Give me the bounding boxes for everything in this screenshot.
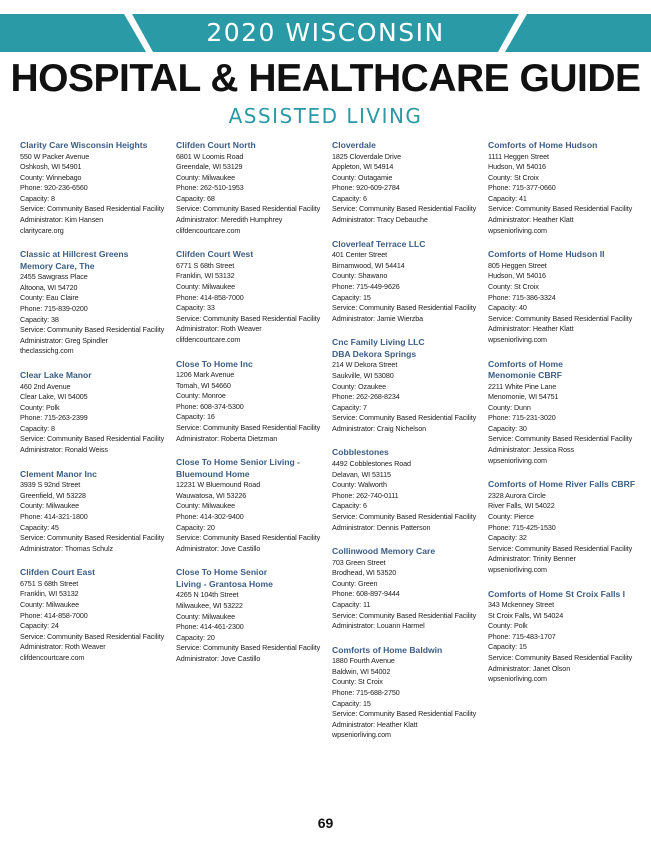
facility-name: Close To Home Inc: [176, 358, 253, 369]
facility-detail: 6771 S 68th Street: [176, 260, 235, 270]
facility-detail: 805 Heggen Street: [488, 260, 547, 270]
facility-detail: County: Shawano: [332, 271, 388, 281]
facility-detail: Phone: 608-374-5300: [176, 401, 244, 411]
facility-detail: Brodhead, WI 53520: [332, 568, 397, 578]
facility-detail: Service: Community Based Residential Facility: [20, 204, 165, 214]
facility-detail: 4492 Cobblestones Road: [332, 458, 411, 468]
facility-detail: Phone: 262-740-0111: [332, 490, 399, 500]
facility-detail: County: Eau Claire: [20, 293, 79, 303]
facility-entry: [332, 337, 484, 434]
facility-detail: Administrator: Greg Spindler: [20, 335, 108, 345]
facility-detail: Capacity: 15: [488, 642, 527, 652]
facility-detail: Capacity: 6: [332, 193, 367, 203]
facility-entry: [332, 239, 484, 325]
facility-detail: 1206 Mark Avenue: [176, 370, 235, 379]
facility-detail: Phone: 608-897-9444: [332, 589, 400, 599]
facility-detail: Administrator: Heather Klatt: [488, 324, 574, 334]
facility-entry: [488, 249, 640, 345]
facility-detail: 1111 Heggen Street: [488, 151, 549, 161]
facility-detail: Capacity: 30: [488, 423, 527, 433]
facility-detail: Tomah, WI 54660: [176, 380, 231, 390]
facility-detail: Administrator: Trinity Benner: [488, 554, 576, 564]
facility-name: Clifden Court North: [176, 140, 256, 150]
facility-detail: Administrator: Janet Olson: [488, 663, 571, 673]
facility-entry: [176, 567, 328, 664]
facility-detail: Capacity: 7: [332, 402, 367, 412]
facility-name: Clement Manor Inc: [20, 468, 97, 479]
facility-detail: wpseniorliving.com: [488, 674, 547, 684]
facility-detail: County: Monroe: [176, 391, 226, 401]
facility-detail: 343 Mckenney Street: [488, 600, 555, 609]
facility-entry: [332, 645, 484, 741]
facility-detail: Greenfield, WI 53228: [20, 490, 86, 500]
facility-detail: Capacity: 40: [488, 303, 527, 313]
facility-detail: County: St Croix: [332, 677, 383, 687]
facility-detail: Capacity: 24: [20, 621, 59, 631]
facility-entry: [176, 140, 328, 236]
facility-detail: Oshkosh, WI 54901: [20, 162, 82, 172]
facility-detail: County: Green: [332, 578, 378, 588]
header-banner: [0, 14, 651, 52]
facility-name: Close To Home Senior: [176, 567, 268, 578]
facility-name: Comforts of Home River Falls CBRF: [488, 479, 636, 490]
facility-detail: Administrator: Jessica Ross: [488, 445, 574, 455]
facility-detail: County: Milwaukee: [20, 600, 80, 609]
facility-detail: Phone: 414-858-7000: [176, 292, 244, 302]
facility-detail: Hudson, WI 54016: [488, 162, 546, 172]
facility-detail: Service: Community Based Residential Facility: [20, 325, 165, 335]
facility-detail: Administrator: Roberta Dietzman: [176, 433, 278, 443]
facility-detail: Administrator: Roth Weaver: [176, 324, 262, 334]
facility-entry: [20, 370, 172, 456]
facility-detail: Phone: 414-302-9400: [176, 511, 244, 521]
facility-detail: Phone: 262-510-1953: [176, 183, 244, 193]
facility-entry: [332, 140, 484, 226]
facility-detail: County: Walworth: [332, 480, 387, 490]
facility-name: Clifden Court East: [20, 567, 95, 578]
facility-detail: County: Milwaukee: [20, 501, 80, 511]
facility-name: Comforts of Home Hudson II: [488, 249, 605, 260]
facility-detail: Birnamwood, WI 54414: [332, 260, 405, 270]
facility-detail: Service: Community Based Residential Facility: [176, 422, 321, 432]
section-subtitle: ASSISTED LIVING: [228, 104, 423, 128]
facility-detail: Phone: 715-425-1530: [488, 522, 556, 532]
facility-detail: clifdencourtcare.com: [176, 225, 241, 235]
facility-detail: Milwaukee, WI 53222: [176, 600, 243, 610]
facility-detail: Greendale, WI 53129: [176, 162, 243, 172]
facility-detail: Capacity: 15: [332, 292, 371, 302]
facility-detail: wpseniorliving.com: [488, 564, 547, 574]
facility-detail: Capacity: 8: [20, 193, 55, 203]
facility-detail: Altoona, WI 54720: [20, 282, 78, 292]
facility-detail: Capacity: 20: [176, 522, 215, 532]
facility-entry: [488, 589, 640, 685]
facility-detail: wpseniorliving.com: [332, 730, 391, 740]
facility-detail: 6801 W Loomis Road: [176, 151, 244, 161]
facility-detail: Administrator: Ronald Weiss: [20, 445, 108, 455]
facility-detail: Capacity: 38: [20, 314, 59, 324]
facility-detail: Hudson, WI 54016: [488, 271, 546, 281]
facility-entry: [332, 447, 484, 533]
facility-detail: Baldwin, WI 54002: [332, 666, 391, 676]
facility-detail: Service: Community Based Residential Facility: [20, 631, 165, 641]
facility-detail: Capacity: 68: [176, 193, 215, 203]
facility-entry: [488, 140, 640, 236]
facility-detail: theclassichg.com: [20, 346, 74, 356]
facility-name: Comforts of Home: [488, 358, 563, 369]
facility-detail: County: St Croix: [488, 172, 539, 182]
facility-detail: County: Polk: [20, 402, 60, 412]
facility-detail: clifdencourtcare.com: [176, 334, 241, 344]
facility-name: DBA Dekora Springs: [332, 348, 417, 359]
facility-entry: [176, 457, 328, 554]
facility-name: Clifden Court West: [176, 249, 254, 260]
facility-detail: Phone: 715-231-3020: [488, 413, 556, 423]
facility-detail: Administrator: Craig Nichelson: [332, 423, 427, 433]
facility-name: Comforts of Home St Croix Falls I: [488, 588, 626, 599]
facility-detail: Service: Community Based Residential Facility: [20, 533, 165, 543]
facility-name: Clear Lake Manor: [20, 370, 92, 380]
facility-detail: Capacity: 6: [332, 501, 367, 511]
facility-detail: 3939 S 92nd Street: [20, 480, 81, 490]
facility-detail: Capacity: 11: [332, 600, 371, 609]
facility-detail: Service: Community Based Residential Facility: [488, 204, 633, 214]
facility-name: Memory Care, The: [20, 260, 95, 271]
facility-detail: wpseniorliving.com: [488, 225, 547, 235]
facility-detail: Capacity: 41: [488, 193, 527, 203]
facility-name: Collinwood Memory Care: [332, 546, 436, 557]
facility-entry: [176, 359, 328, 445]
facility-detail: County: Polk: [488, 621, 528, 631]
facility-detail: Phone: 262-268-8234: [332, 392, 400, 402]
facility-name: Classic at Hillcrest Greens: [20, 249, 129, 260]
banner-title: 2020 WISCONSIN: [206, 18, 445, 47]
facility-name: Close To Home Senior Living -: [176, 457, 300, 468]
facility-detail: County: Milwaukee: [176, 611, 236, 621]
facility-detail: Service: Community Based Residential Facility: [176, 313, 321, 323]
facility-detail: clifdencourtcare.com: [20, 652, 85, 662]
facility-detail: Capacity: 15: [332, 698, 371, 708]
facility-detail: Administrator: Jamie Wierzba: [332, 313, 424, 323]
facility-detail: Phone: 414-321-1800: [20, 511, 88, 521]
facility-detail: Capacity: 32: [488, 533, 527, 543]
facility-detail: 6751 S 68th Street: [20, 578, 79, 588]
facility-detail: Franklin, WI 53132: [176, 271, 235, 281]
facility-detail: County: Milwaukee: [176, 281, 236, 291]
facility-detail: wpseniorliving.com: [488, 455, 547, 465]
facility-detail: claritycare.org: [20, 225, 64, 235]
facility-detail: St Croix Falls, WI 54024: [488, 610, 564, 620]
facility-detail: Phone: 715-839-0200: [20, 304, 88, 314]
facility-detail: Administrator: Jove Castillo: [176, 653, 261, 663]
facility-detail: 401 Center Street: [332, 250, 388, 260]
facility-detail: 12231 W Bluemound Road: [176, 480, 261, 490]
facility-detail: Capacity: 16: [176, 412, 215, 422]
facility-detail: County: Dunn: [488, 402, 531, 412]
facility-detail: River Falls, WI 54022: [488, 501, 555, 511]
facility-detail: 4265 N 104th Street: [176, 590, 239, 600]
facility-detail: Administrator: Thomas Schulz: [20, 543, 113, 553]
facility-detail: County: Winnebago: [20, 172, 82, 182]
facility-entry: [20, 140, 172, 236]
facility-detail: Clear Lake, WI 54005: [20, 392, 88, 402]
facility-detail: wpseniorliving.com: [488, 334, 547, 344]
facility-entry: [332, 546, 484, 632]
facility-detail: Capacity: 45: [20, 522, 59, 532]
facility-detail: 2328 Aurora Circle: [488, 490, 546, 500]
facility-detail: Service: Community Based Residential Facility: [332, 303, 477, 313]
facility-name: Bluemound Home: [176, 468, 250, 479]
facility-detail: Service: Community Based Residential Facility: [488, 434, 633, 444]
page-number: 69: [317, 815, 334, 831]
facility-detail: Capacity: 20: [176, 632, 215, 642]
facility-detail: Delavan, WI 53115: [332, 469, 391, 479]
facility-detail: Capacity: 8: [20, 423, 55, 433]
facility-detail: Administrator: Meredith Humphrey: [176, 215, 283, 225]
facility-name: Menomonie CBRF: [488, 370, 562, 380]
facility-detail: Phone: 414-461-2300: [176, 622, 244, 632]
facility-detail: Phone: 715-483-1707: [488, 631, 556, 641]
facility-detail: Administrator: Louann Harmel: [332, 621, 425, 631]
facility-entry: [20, 249, 172, 357]
facility-name: Clarity Care Wisconsin Heights: [20, 140, 148, 150]
facility-detail: Service: Community Based Residential Facility: [488, 652, 633, 662]
facility-detail: 550 W Packer Avenue: [20, 151, 90, 161]
facility-detail: Phone: 920-236-6560: [20, 183, 88, 193]
facility-detail: Administrator: Heather Klatt: [332, 719, 418, 729]
facility-detail: County: Outagamie: [332, 172, 393, 182]
facility-entry: [20, 567, 172, 663]
facility-detail: Service: Community Based Residential Facility: [332, 709, 477, 719]
facility-name: Cnc Family Living LLC: [332, 337, 425, 348]
facility-detail: Administrator: Dennis Patterson: [332, 522, 431, 532]
facility-entry: [176, 249, 328, 345]
facility-detail: Phone: 715-377-0660: [488, 183, 556, 193]
facility-detail: 460 2nd Avenue: [20, 381, 71, 391]
facility-detail: Wauwatosa, WI 53226: [176, 490, 247, 500]
facility-detail: Phone: 920-609-2784: [332, 183, 400, 193]
facility-name: Cloverdale: [332, 140, 376, 150]
facility-detail: Administrator: Jove Castillo: [176, 543, 261, 553]
facility-detail: County: Ozaukee: [332, 381, 387, 391]
facility-detail: Service: Community Based Residential Facility: [176, 204, 321, 214]
facility-name: Comforts of Home Hudson: [488, 140, 598, 150]
facility-detail: Service: Community Based Residential Facility: [332, 204, 477, 214]
facility-detail: Service: Community Based Residential Facility: [332, 610, 477, 620]
facility-detail: Phone: 715-263-2399: [20, 413, 88, 423]
facility-detail: Administrator: Roth Weaver: [20, 642, 106, 652]
facility-detail: Phone: 715-386-3324: [488, 292, 556, 302]
facility-detail: Administrator: Kim Hansen: [20, 215, 103, 225]
facility-detail: Appleton, WI 54914: [332, 162, 394, 172]
facility-detail: Service: Community Based Residential Facility: [20, 434, 165, 444]
facility-name: Living - Grantosa Home: [176, 578, 273, 589]
facility-detail: Phone: 715-688-2750: [332, 688, 400, 698]
page-title: HOSPITAL & HEALTHCARE GUIDE: [10, 57, 641, 100]
facility-detail: Service: Community Based Residential Facility: [332, 413, 477, 423]
facility-detail: Service: Community Based Residential Facility: [488, 313, 633, 323]
column-3: [332, 140, 484, 754]
facility-name: Comforts of Home Baldwin: [332, 644, 443, 655]
facility-detail: Phone: 715-449-9626: [332, 281, 400, 291]
facility-detail: 2211 White Pine Lane: [488, 381, 557, 391]
facility-detail: Service: Community Based Residential Facility: [488, 543, 633, 553]
facility-detail: Service: Community Based Residential Facility: [332, 511, 477, 521]
facility-detail: Administrator: Tracy Debauche: [332, 215, 428, 225]
facility-entry: [488, 479, 640, 575]
facility-detail: 214 W Dekora Street: [332, 360, 398, 370]
facility-detail: County: Pierce: [488, 511, 534, 521]
facility-entry: [20, 469, 172, 555]
column-1: [20, 140, 172, 677]
facility-entry: [488, 359, 640, 467]
facility-name: Cobblestones: [332, 447, 389, 458]
facility-detail: 1825 Cloverdale Drive: [332, 151, 402, 161]
facility-detail: 1880 Fourth Avenue: [332, 656, 395, 666]
column-4: [488, 140, 640, 698]
facility-detail: Phone: 414-858-7000: [20, 610, 88, 620]
facility-detail: Capacity: 33: [176, 303, 215, 313]
facility-detail: County: St Croix: [488, 281, 539, 291]
facility-detail: Service: Community Based Residential Facility: [176, 643, 321, 653]
facility-detail: 2455 Sawgrass Place: [20, 272, 88, 282]
facility-name: Cloverleaf Terrace LLC: [332, 238, 426, 249]
facility-detail: Service: Community Based Residential Facility: [176, 533, 321, 543]
facility-detail: County: Milwaukee: [176, 172, 236, 182]
column-2: [176, 140, 328, 677]
facility-detail: County: Milwaukee: [176, 501, 236, 511]
facility-detail: Saukville, WI 53080: [332, 370, 394, 380]
facility-detail: 703 Green Street: [332, 557, 386, 567]
facility-detail: Franklin, WI 53132: [20, 589, 79, 599]
facility-detail: Menomonie, WI 54751: [488, 392, 559, 402]
facility-detail: Administrator: Heather Klatt: [488, 215, 574, 225]
